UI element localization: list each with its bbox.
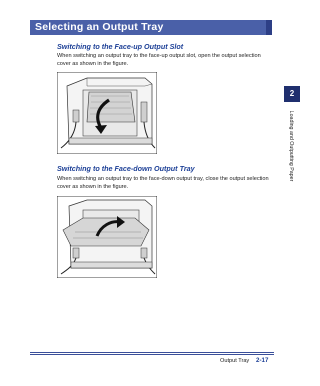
footer-rule-secondary [30, 354, 274, 355]
face-down-heading: Switching to the Face-down Output Tray [57, 164, 195, 173]
face-down-text: When switching an output tray to the face-down output tray, close the output selection cover as shown in the figure. [57, 176, 269, 190]
page-number: 2-17 [256, 357, 269, 364]
title-bar-accent [266, 20, 272, 35]
chapter-title: Loading and Outputting Paper [288, 110, 294, 182]
printer-rear-closed-cover-illustration [57, 196, 157, 278]
section-title-bar [30, 20, 272, 35]
chapter-title-vertical [282, 106, 300, 186]
section-title: Selecting an Output Tray [35, 21, 164, 33]
chapter-number: 2 [289, 89, 295, 98]
chapter-tab [284, 86, 300, 102]
printer-rear-open-cover-illustration [57, 72, 157, 154]
face-up-figure [57, 72, 157, 154]
footer-section-label: Output Tray [220, 358, 250, 364]
face-up-heading: Switching to the Face-up Output Slot [57, 42, 184, 51]
face-down-figure [57, 196, 157, 278]
face-up-text: When switching an output tray to the face-up output slot, open the output selection cover as shown in the figure. [57, 53, 261, 67]
